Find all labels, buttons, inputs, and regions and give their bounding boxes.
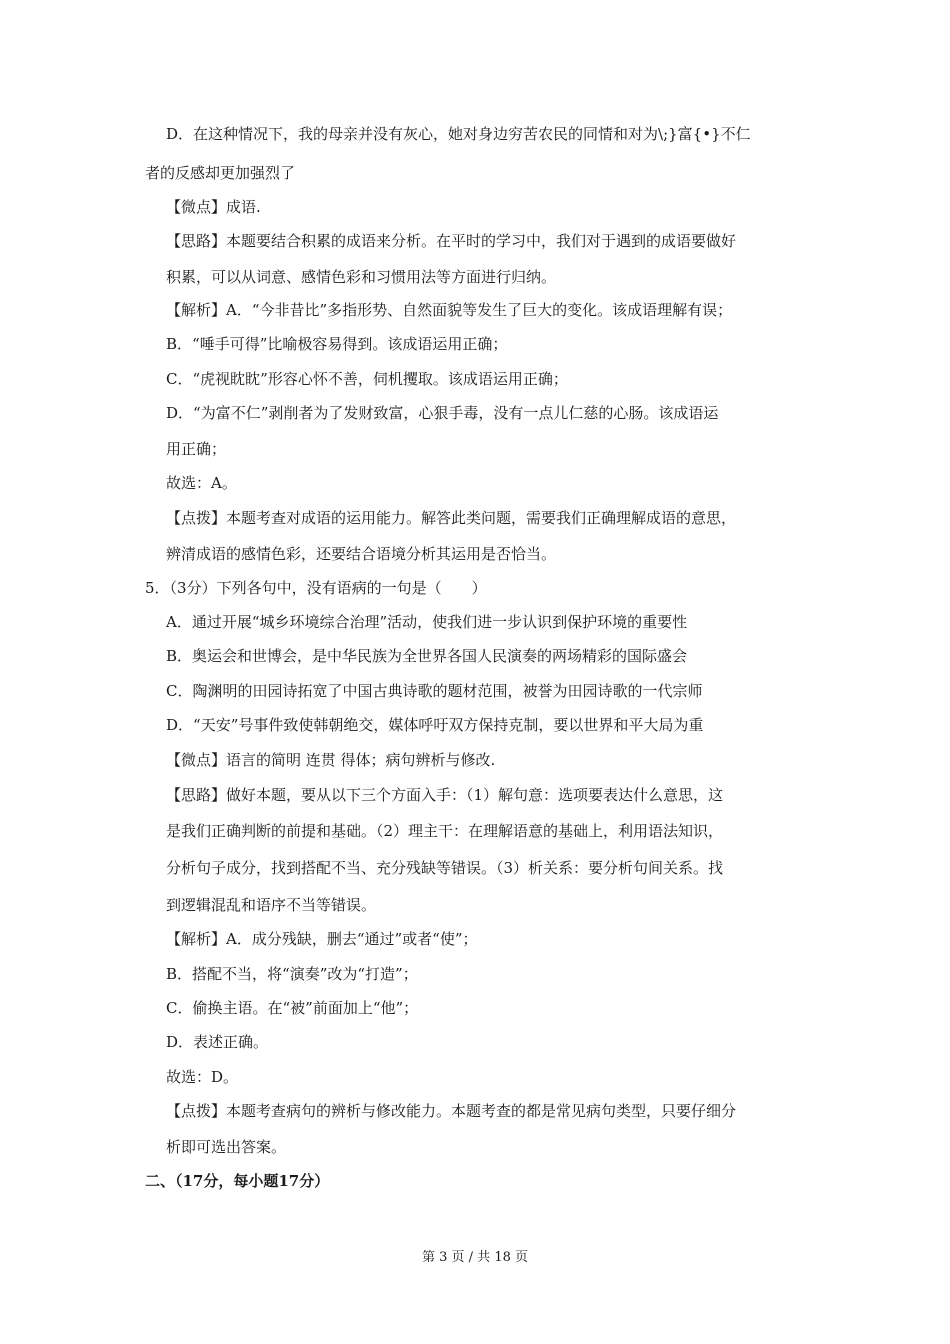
q5-option-d: D．“天安”号事件致使韩朝绝交，媒体呼吁双方保持克制，要以世界和平大局为重 (166, 716, 704, 734)
q4-jiexi-b: B．“唾手可得”比喻极容易得到。该成语运用正确； (166, 335, 508, 353)
q4-jiexi-a: 【解析】A．“今非昔比”多指形势、自然面貌等发生了巨大的变化。该成语理解有误； (166, 301, 733, 319)
q4-jiexi-c: C．“虎视眈眈”形容心怀不善，伺机攫取。该成语运用正确； (166, 370, 568, 388)
q4-weidian: 【微点】成语. (166, 198, 261, 216)
q5-silu-line3: 分析句子成分，找到搭配不当、充分残缺等错误。（3）析关系：要分析句间关系。找 (166, 859, 724, 877)
q4-dianbo-line2: 辨清成语的感情色彩，还要结合语境分析其运用是否恰当。 (166, 545, 557, 563)
q4-jiexi-d-line1: D．“为富不仁”剥削者为了发财致富，心狠手毒，没有一点儿仁慈的心肠。该成语运 (166, 404, 719, 422)
q5-answer: 故选：D。 (166, 1068, 239, 1086)
q5-jiexi-b: B．搭配不当，将“演奏”改为“打造”； (166, 965, 418, 983)
q4-jiexi-d-line2: 用正确； (166, 440, 227, 458)
q4-dianbo-line1: 【点拨】本题考查对成语的运用能力。解答此类问题，需要我们正确理解成语的意思， (166, 509, 737, 527)
section-two-heading: 二、（17分，每小题17分） (145, 1172, 330, 1190)
q5-option-c: C．陶渊明的田园诗拓宽了中国古典诗歌的题材范围，被誉为田园诗歌的一代宗师 (166, 682, 703, 700)
q5-jiexi-d: D．表述正确。 (166, 1033, 269, 1051)
q5-silu-line2: 是我们正确判断的前提和基础。（2）理主干：在理解语意的基础上，利用语法知识， (166, 822, 724, 840)
q5-silu-line4: 到逻辑混乱和语序不当等错误。 (166, 896, 377, 914)
q4-silu-line2: 积累，可以从词意、感情色彩和习惯用法等方面进行归纳。 (166, 268, 557, 286)
q5-jiexi-a: 【解析】A．成分残缺，删去“通过”或者“使”； (166, 930, 478, 948)
q4-option-d-line2: 者的反感却更加强烈了 (145, 164, 296, 182)
q5-dianbo-line2: 析即可选出答案。 (166, 1138, 287, 1156)
q4-answer: 故选：A。 (166, 474, 237, 492)
q5-jiexi-c: C．偷换主语。在“被”前面加上“他”； (166, 999, 419, 1017)
page-footer: 第 3 页 / 共 18 页 (422, 1250, 528, 1265)
q4-option-d-line1: D．在这种情况下，我的母亲并没有灰心，她对身边穷苦农民的同情和对为\;}富{•}不仁 (166, 125, 751, 143)
q5-silu-line1: 【思路】做好本题，要从以下三个方面入手：（1）解句意：选项要表达什么意思，这 (166, 786, 724, 804)
q5-dianbo-line1: 【点拨】本题考查病句的辨析与修改能力。本题考查的都是常见病句类型，只要仔细分 (166, 1102, 737, 1120)
q5-option-b: B．奥运会和世博会，是中华民族为全世界各国人民演奏的两场精彩的国际盛会 (166, 647, 688, 665)
q5-weidian: 【微点】语言的简明 连贯 得体；病句辨析与修改. (166, 751, 496, 769)
q5-option-a: A．通过开展“城乡环境综合治理”活动，使我们进一步认识到保护环境的重要性 (166, 613, 688, 631)
q4-silu-line1: 【思路】本题要结合积累的成语来分析。在平时的学习中，我们对于遇到的成语要做好 (166, 232, 737, 250)
q5-stem: 5．（3分）下列各句中，没有语病的一句是（ ） (145, 579, 487, 597)
